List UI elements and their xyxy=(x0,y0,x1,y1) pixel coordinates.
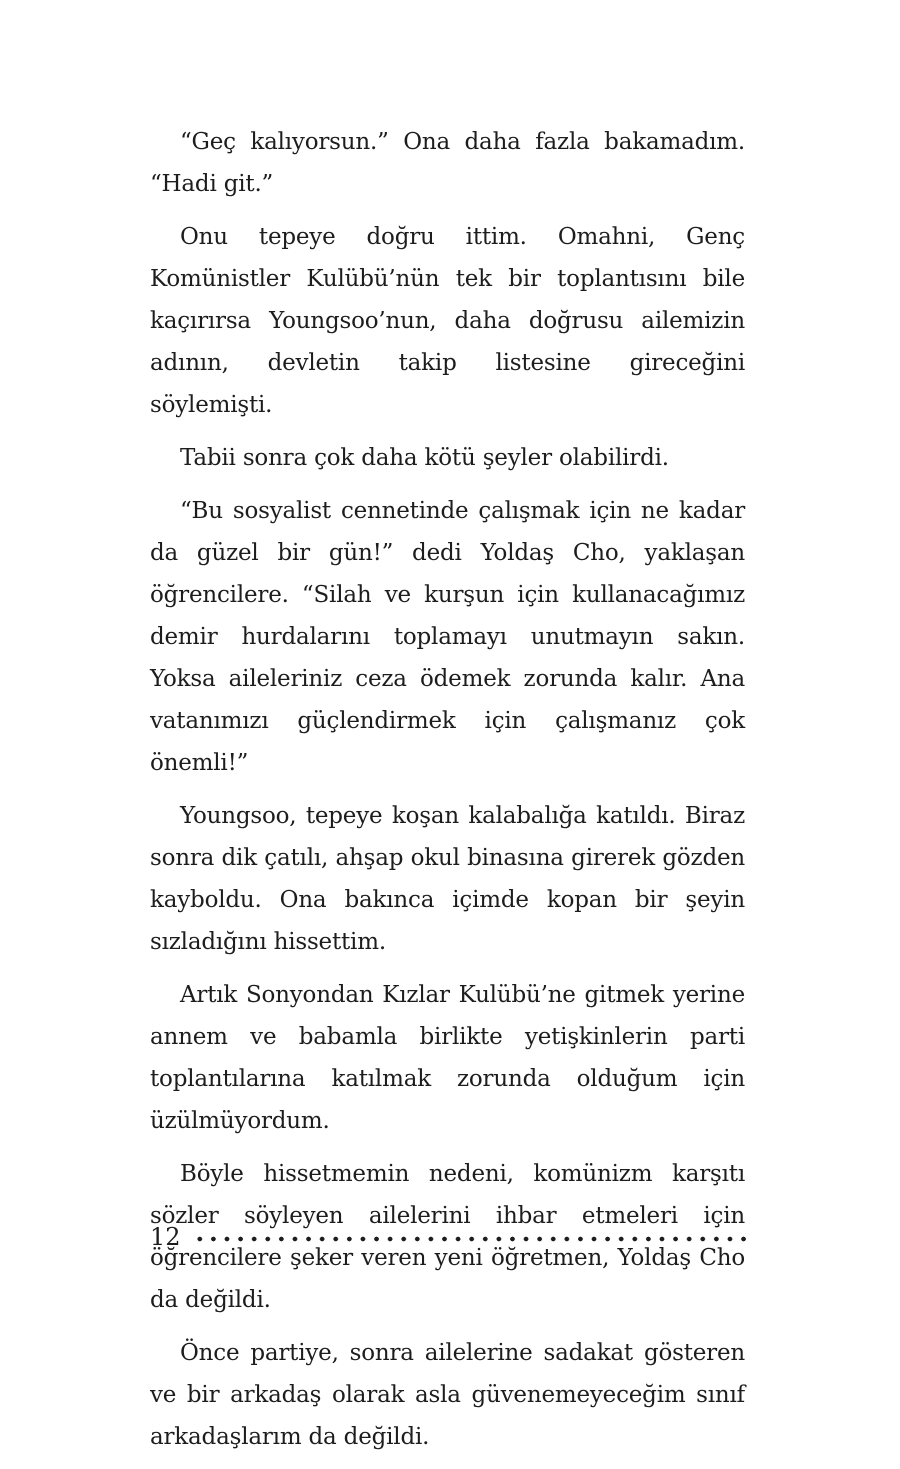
paragraph: Böyle hissetmemin nedeni, komünizm karşıtı sözler söyleyen ailelerini ihbar etmeleri için öğrencilere şeker veren yeni öğretmen, Yoldaş Cho da değildi. xyxy=(150,1161,745,1313)
paragraph: Artık Sonyondan Kızlar Kulübü’ne gitmek yerine annem ve babamla birlikte yetişkinlerin parti toplantılarına katılmak zorunda olduğum için üzülmüyordum. xyxy=(150,982,745,1134)
body-text xyxy=(150,121,745,1469)
paragraph: Youngsoo, tepeye koşan kalabalığa katıldı. Biraz sonra dik çatılı, ahşap okul binasına girerek gözden kayboldu. Ona bakınca içimde kopan bir şeyin sızladığını hissettim. xyxy=(150,803,745,955)
paragraph: Tabii sonra çok daha kötü şeyler olabilirdi. xyxy=(180,445,669,471)
dot-leader xyxy=(193,1236,750,1242)
paragraph: Onu tepeye doğru ittim. Omahni, Genç Komünistler Kulübü’nün tek bir toplantısını bile kaçırırsa Youngsoo’nun, daha doğrusu ailemizin adının, devletin takip listesine gireceğini söylemişti. xyxy=(150,224,745,418)
paragraph: Önce partiye, sonra ailelerine sadakat gösteren ve bir arkadaş olarak asla güvenemeyeceğim sınıf arkadaşlarım da değildi. xyxy=(150,1340,745,1450)
page-number: 12 xyxy=(150,1223,181,1251)
paragraph: “Geç kalıyorsun.” Ona daha fazla bakamadım. “Hadi git.” xyxy=(150,129,745,197)
paragraph: “Bu sosyalist cennetinde çalışmak için ne kadar da güzel bir gün!” dedi Yoldaş Cho, yaklaşan öğrencilere. “Silah ve kurşun için kullanacağımız demir hurdalarını toplamayı unutmayın sakın. Yoksa aileleriniz ceza ödemek zorunda kalır. Ana vatanımızı güçlendirmek için çalışmanız çok önemli!” xyxy=(150,498,745,776)
page-footer xyxy=(150,1217,750,1257)
